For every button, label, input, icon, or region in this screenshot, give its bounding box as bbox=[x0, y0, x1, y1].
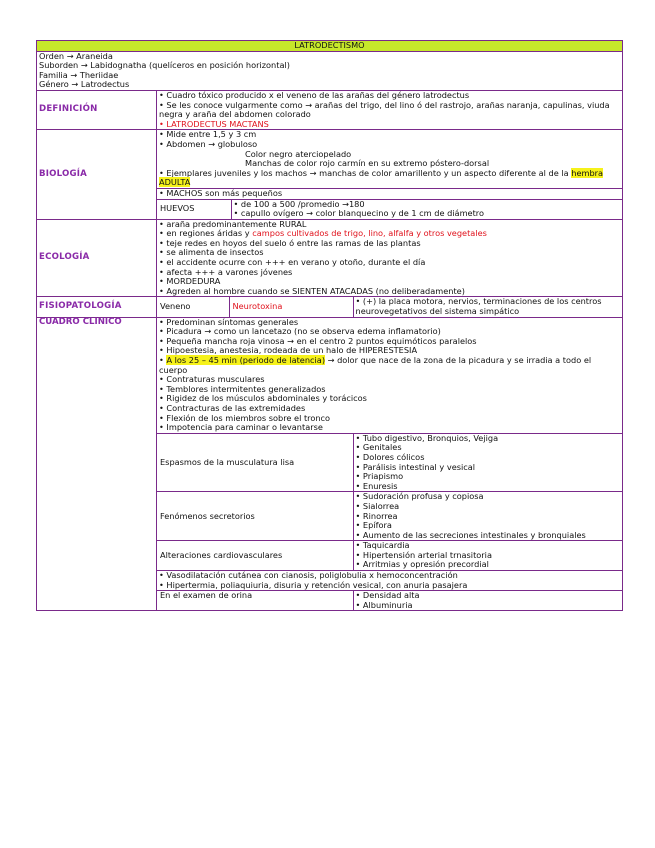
fisiopatologia-inner-table bbox=[157, 297, 622, 316]
taxonomy-familia: Familia → Theriidae bbox=[39, 69, 119, 80]
biologia-juveniles-text: • Ejemplares juveniles y los machos → manchas de color amarillento y un aspecto diferente al de la bbox=[159, 167, 572, 178]
huevos-item: • capullo ovígero → color blanquecino y de 1 cm de diámetro bbox=[233, 208, 484, 219]
taxonomy-row bbox=[37, 51, 623, 90]
taxonomy-genero: Género → Latrodectus bbox=[39, 79, 130, 90]
cuadro-latencia: • A los 25 – 45 min (periodo de latencia) → dolor que nace de la zona de la picadura y se irradia a todo el cuerpo bbox=[159, 355, 592, 375]
espasmos-item: • Dolores cólicos bbox=[355, 451, 425, 462]
biologia-item: • Mide entre 1,5 y 3 cm bbox=[159, 129, 257, 140]
cuadro-item: • Contracturas de las extremidades bbox=[159, 402, 306, 413]
espasmos-item: • Parálisis intestinal y vesical bbox=[355, 461, 476, 472]
cuadro-item: • Predominan síntomas generales bbox=[159, 316, 299, 327]
taxonomy-orden: Orden → Araneida bbox=[39, 50, 113, 61]
fisiopatologia-row bbox=[37, 297, 623, 317]
biologia-subitem: Manchas de color rojo carmín en su extremo póstero-dorsal bbox=[245, 158, 490, 169]
espasmos-item: • Enuresis bbox=[355, 480, 398, 491]
page-title: LATRODECTISMO bbox=[37, 41, 623, 52]
biologia-subitem: Color negro aterciopelado bbox=[245, 148, 352, 159]
huevos-label: HUEVOS bbox=[157, 199, 231, 219]
cardio-item: • Taquicardia bbox=[355, 540, 410, 551]
biologia-inner-table bbox=[157, 130, 622, 218]
cuadro-item: • Temblores intermitentes generalizados bbox=[159, 383, 326, 394]
vaso-item: • Vasodilatación cutánea con cianosis, poliglobulia x hemoconcentración bbox=[159, 570, 458, 581]
neurotoxina-accion: • (+) la placa motora, nervios, terminaciones de los centros neurovegetativos del sistema simpático bbox=[353, 297, 622, 316]
taxonomy-suborden: Suborden → Labidognatha (quelíceros en posición horizontal) bbox=[39, 60, 290, 71]
biologia-item: • Abdomen → globuloso bbox=[159, 138, 258, 149]
cuadro-item: • Flexión de los miembros sobre el tronco bbox=[159, 412, 331, 423]
latrodectismo-table bbox=[36, 40, 623, 611]
biologia-content bbox=[157, 130, 623, 219]
orina-list bbox=[353, 591, 622, 611]
cuadro-item: • Picadura → como un lancetazo (no se observa edema inflamatorio) bbox=[159, 326, 441, 337]
cardio-label: Alteraciones cardiovasculares bbox=[157, 541, 353, 571]
definicion-label: DEFINICIÓN bbox=[37, 90, 157, 129]
ecologia-item: • MORDEDURA bbox=[159, 276, 221, 287]
title-row bbox=[37, 41, 623, 52]
ecologia-label: ECOLOGÍA bbox=[37, 219, 157, 297]
secretorios-item: • Epífora bbox=[355, 520, 392, 531]
cuadro-item: • Contraturas musculares bbox=[159, 374, 265, 385]
espasmos-item: • Priapismo bbox=[355, 471, 404, 482]
secretorios-item: • Sialorrea bbox=[355, 500, 400, 511]
vaso-item: • Hipertermia, poliaquiuria, disuria y retención vesical, con anuria pasajera bbox=[159, 579, 468, 590]
vaso-cell bbox=[157, 571, 622, 591]
ecologia-item-text: • en regiones áridas y bbox=[159, 228, 253, 239]
espasmos-item: • Tubo digestivo, Bronquios, Vejiga bbox=[355, 432, 499, 443]
document bbox=[36, 40, 622, 611]
fisiopatologia-label: FISIOPATOLOGÍA bbox=[37, 297, 157, 317]
ecologia-item: • afecta +++ a varones jóvenes bbox=[159, 266, 293, 277]
definicion-content bbox=[157, 90, 623, 129]
definicion-row bbox=[37, 90, 623, 129]
definicion-red-item: • LATRODECTUS MACTANS bbox=[159, 118, 269, 129]
secretorios-item: • Aumento de las secreciones intestinales y bronquiales bbox=[355, 529, 586, 540]
ecologia-item: • araña predominantemente RURAL bbox=[159, 218, 307, 229]
huevos-item: • de 100 a 500 /promedio →180 bbox=[233, 198, 365, 209]
ecologia-item: • teje redes en hoyos del suelo ó entre las ramas de las plantas bbox=[159, 237, 421, 248]
espasmos-item: • Genitales bbox=[355, 442, 402, 453]
biologia-machos-cell: • MACHOS son más pequeños bbox=[157, 188, 622, 199]
cuadro-general-cell bbox=[157, 318, 622, 434]
espasmos-label: Espasmos de la musculatura lisa bbox=[157, 433, 353, 492]
cuadro-content bbox=[157, 317, 623, 611]
fisiopatologia-content bbox=[157, 297, 623, 317]
ecologia-row bbox=[37, 219, 623, 297]
cuadro-item: • Rigidez de los músculos abdominales y torácicos bbox=[159, 393, 367, 404]
ecologia-red-text: campos cultivados de trigo, lino, alfalfa y otros vegetales bbox=[252, 228, 487, 239]
ecologia-item: • Agreden al hombre cuando se SIENTEN ATACADAS (no deliberadamente) bbox=[159, 285, 465, 296]
cardio-item: • Hipertensión arterial trnasitoria bbox=[355, 549, 492, 560]
orina-item: • Densidad alta bbox=[355, 590, 420, 601]
biologia-row bbox=[37, 130, 623, 219]
cuadro-inner-table bbox=[157, 318, 622, 611]
ecologia-content bbox=[157, 219, 623, 297]
definicion-item: • Cuadro tóxico producido x el veneno de las arañas del género latrodectus bbox=[159, 89, 470, 100]
secretorios-list bbox=[353, 492, 622, 541]
latencia-highlight: A los 25 – 45 min (periodo de latencia) bbox=[166, 355, 326, 365]
cardio-list bbox=[353, 541, 622, 571]
huevos-content bbox=[231, 199, 622, 219]
cuadro-item: • Pequeña mancha roja vinosa → en el centro 2 puntos equimóticos paralelos bbox=[159, 335, 477, 346]
biologia-main-cell bbox=[157, 130, 622, 188]
orina-item: • Albuminuria bbox=[355, 599, 413, 610]
veneno-label: Veneno bbox=[157, 297, 229, 316]
ecologia-item: • se alimenta de insectos bbox=[159, 247, 264, 258]
biologia-juveniles bbox=[159, 169, 620, 188]
secretorios-item: • Sudoración profusa y copiosa bbox=[355, 491, 484, 502]
latencia-text: → dolor que nace de la zona de la picadura y se irradia a todo el cuerpo bbox=[159, 355, 592, 375]
cuadro-row bbox=[37, 317, 623, 611]
biologia-hembra-highlight: hembra ADULTA bbox=[159, 167, 604, 188]
cuadro-item: • Hipoestesia, anestesia, rodeada de un halo de HIPERESTESIA bbox=[159, 345, 418, 356]
cuadro-item: • Impotencia para caminar o levantarse bbox=[159, 422, 323, 433]
neurotoxina-label: Neurotoxina bbox=[229, 297, 353, 316]
secretorios-label: Fenómenos secretorios bbox=[157, 492, 353, 541]
taxonomy-cell bbox=[37, 51, 623, 90]
cuadro-label: CUADRO CLINICO bbox=[37, 317, 157, 611]
definicion-item: • Se les conoce vulgarmente como → arañas del trigo, del lino ó del rastrojo, arañas naranja, capulinas, viuda negra y araña del abdomen colorado bbox=[159, 99, 610, 120]
espasmos-list bbox=[353, 433, 622, 492]
biologia-label: BIOLOGÍA bbox=[37, 130, 157, 219]
secretorios-item: • Rinorrea bbox=[355, 510, 398, 521]
cardio-item: • Arritmias y opresión precordial bbox=[355, 559, 489, 570]
orina-label: En el examen de orina bbox=[157, 591, 353, 611]
ecologia-item: • el accidente ocurre con +++ en verano y otoño, durante el día bbox=[159, 257, 426, 268]
